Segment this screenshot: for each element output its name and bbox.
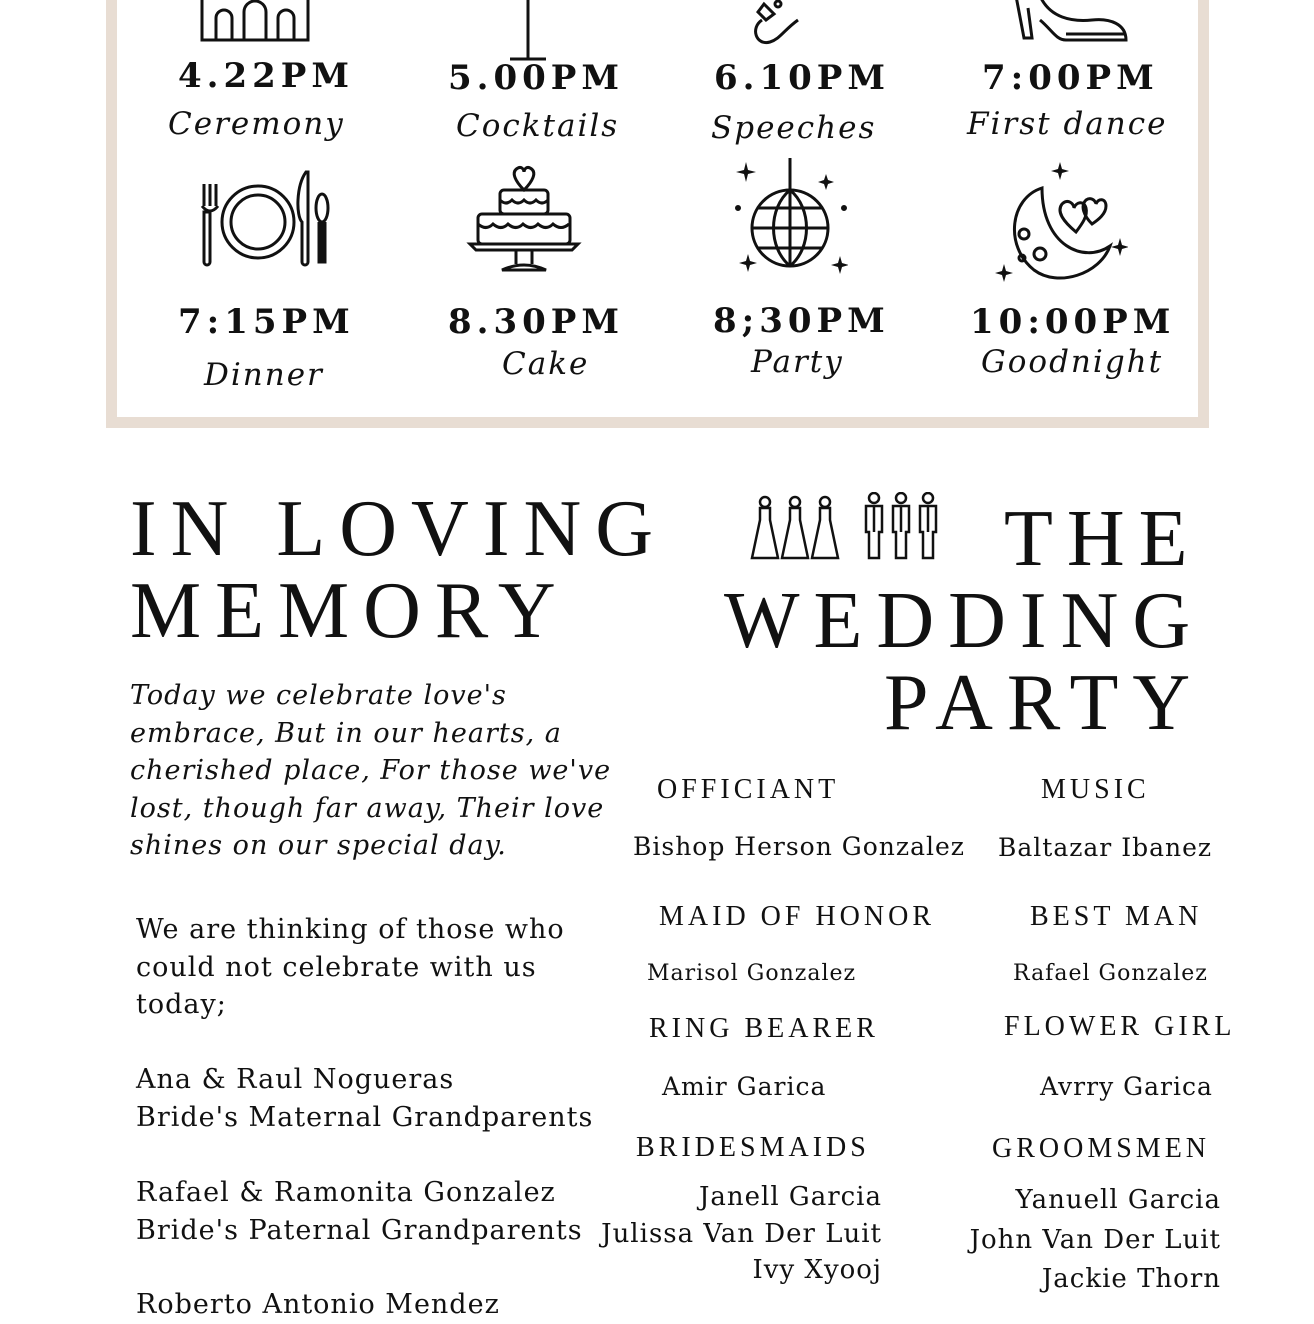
schedule-time-5: 7:15PM xyxy=(178,302,355,342)
schedule-time-1: 4.22PM xyxy=(178,56,355,96)
memory-person-2: Rafael & Ramonita Gonzalez Bride's Paternal Grandparents xyxy=(136,1177,583,1246)
church-icon xyxy=(198,0,312,44)
officiant-role: OFFICIANT xyxy=(657,774,840,805)
schedule-event-8: Goodnight xyxy=(981,344,1164,380)
list-item: Ivy Xyooj xyxy=(752,1255,882,1285)
disco-ball-icon xyxy=(732,158,848,278)
microphone-icon xyxy=(748,0,804,52)
schedule-time-4: 7:00PM xyxy=(982,58,1159,98)
schedule-event-3: Speeches xyxy=(711,110,877,146)
bridesmaids-groomsmen-icon xyxy=(748,492,940,562)
memory-person-3: Roberto Antonio Mendez xyxy=(136,1289,500,1320)
ring-bearer-role: RING BEARER xyxy=(649,1013,879,1044)
plate-cutlery-icon xyxy=(198,166,334,268)
list-item: Yanuell Garcia xyxy=(1015,1185,1221,1215)
bridesmaids-role: BRIDESMAIDS xyxy=(636,1132,870,1163)
flower-girl-role: FLOWER GIRL xyxy=(1004,1011,1236,1042)
bridesmaids-list xyxy=(601,1179,882,1289)
list-item: Julissa Van Der Luit xyxy=(601,1218,882,1249)
memory-poem: Today we celebrate love's embrace, But in our hearts, a cherished place, For those we've lost, though far away, Their love shines on our special day. xyxy=(130,680,612,861)
cocktail-glass-icon xyxy=(508,0,548,64)
best-man-name: Rafael Gonzalez xyxy=(1013,961,1208,986)
groomsmen-role: GROOMSMEN xyxy=(992,1133,1211,1164)
schedule-event-7: Party xyxy=(751,344,844,380)
high-heel-icon xyxy=(1010,0,1132,44)
schedule-time-2: 5.00PM xyxy=(448,58,625,98)
moon-hearts-icon xyxy=(994,160,1128,284)
party-title-line1: THE xyxy=(1004,495,1202,583)
maid-of-honor-role: MAID OF HONOR xyxy=(659,901,936,932)
memory-intro: We are thinking of those who could not celebrate with us today; xyxy=(136,914,565,1020)
memory-title-line1: IN LOVING xyxy=(130,485,668,573)
schedule-event-1: Ceremony xyxy=(168,106,345,142)
memory-title-line2: MEMORY xyxy=(130,567,570,655)
ring-bearer-name: Amir Garica xyxy=(662,1072,827,1101)
wedding-cake-icon xyxy=(466,164,582,276)
schedule-event-4: First dance xyxy=(967,106,1168,142)
list-item: John Van Der Luit xyxy=(969,1224,1221,1255)
officiant-name: Bishop Herson Gonzalez xyxy=(633,832,965,861)
schedule-event-6: Cake xyxy=(502,346,590,382)
schedule-time-7: 8;30PM xyxy=(713,301,890,341)
schedule-event-2: Cocktails xyxy=(456,108,620,144)
party-title-line3: PARTY xyxy=(884,659,1205,747)
schedule-time-3: 6.10PM xyxy=(714,58,891,98)
music-name: Baltazar Ibanez xyxy=(998,833,1213,862)
schedule-event-5: Dinner xyxy=(204,357,324,393)
schedule-time-6: 8.30PM xyxy=(448,302,625,342)
list-item: Jackie Thorn xyxy=(1041,1264,1221,1294)
flower-girl-name: Avrry Garica xyxy=(1040,1072,1213,1101)
maid-of-honor-name: Marisol Gonzalez xyxy=(647,961,857,986)
groomsmen-list xyxy=(970,1181,1221,1300)
music-role: MUSIC xyxy=(1041,774,1150,805)
best-man-role: BEST MAN xyxy=(1030,901,1203,932)
party-title-line2: WEDDING xyxy=(724,577,1205,665)
memory-person-1: Ana & Raul Nogueras Bride's Maternal Grandparents xyxy=(136,1064,594,1133)
schedule-time-8: 10:00PM xyxy=(970,302,1176,342)
list-item: Janell Garcia xyxy=(698,1182,882,1212)
